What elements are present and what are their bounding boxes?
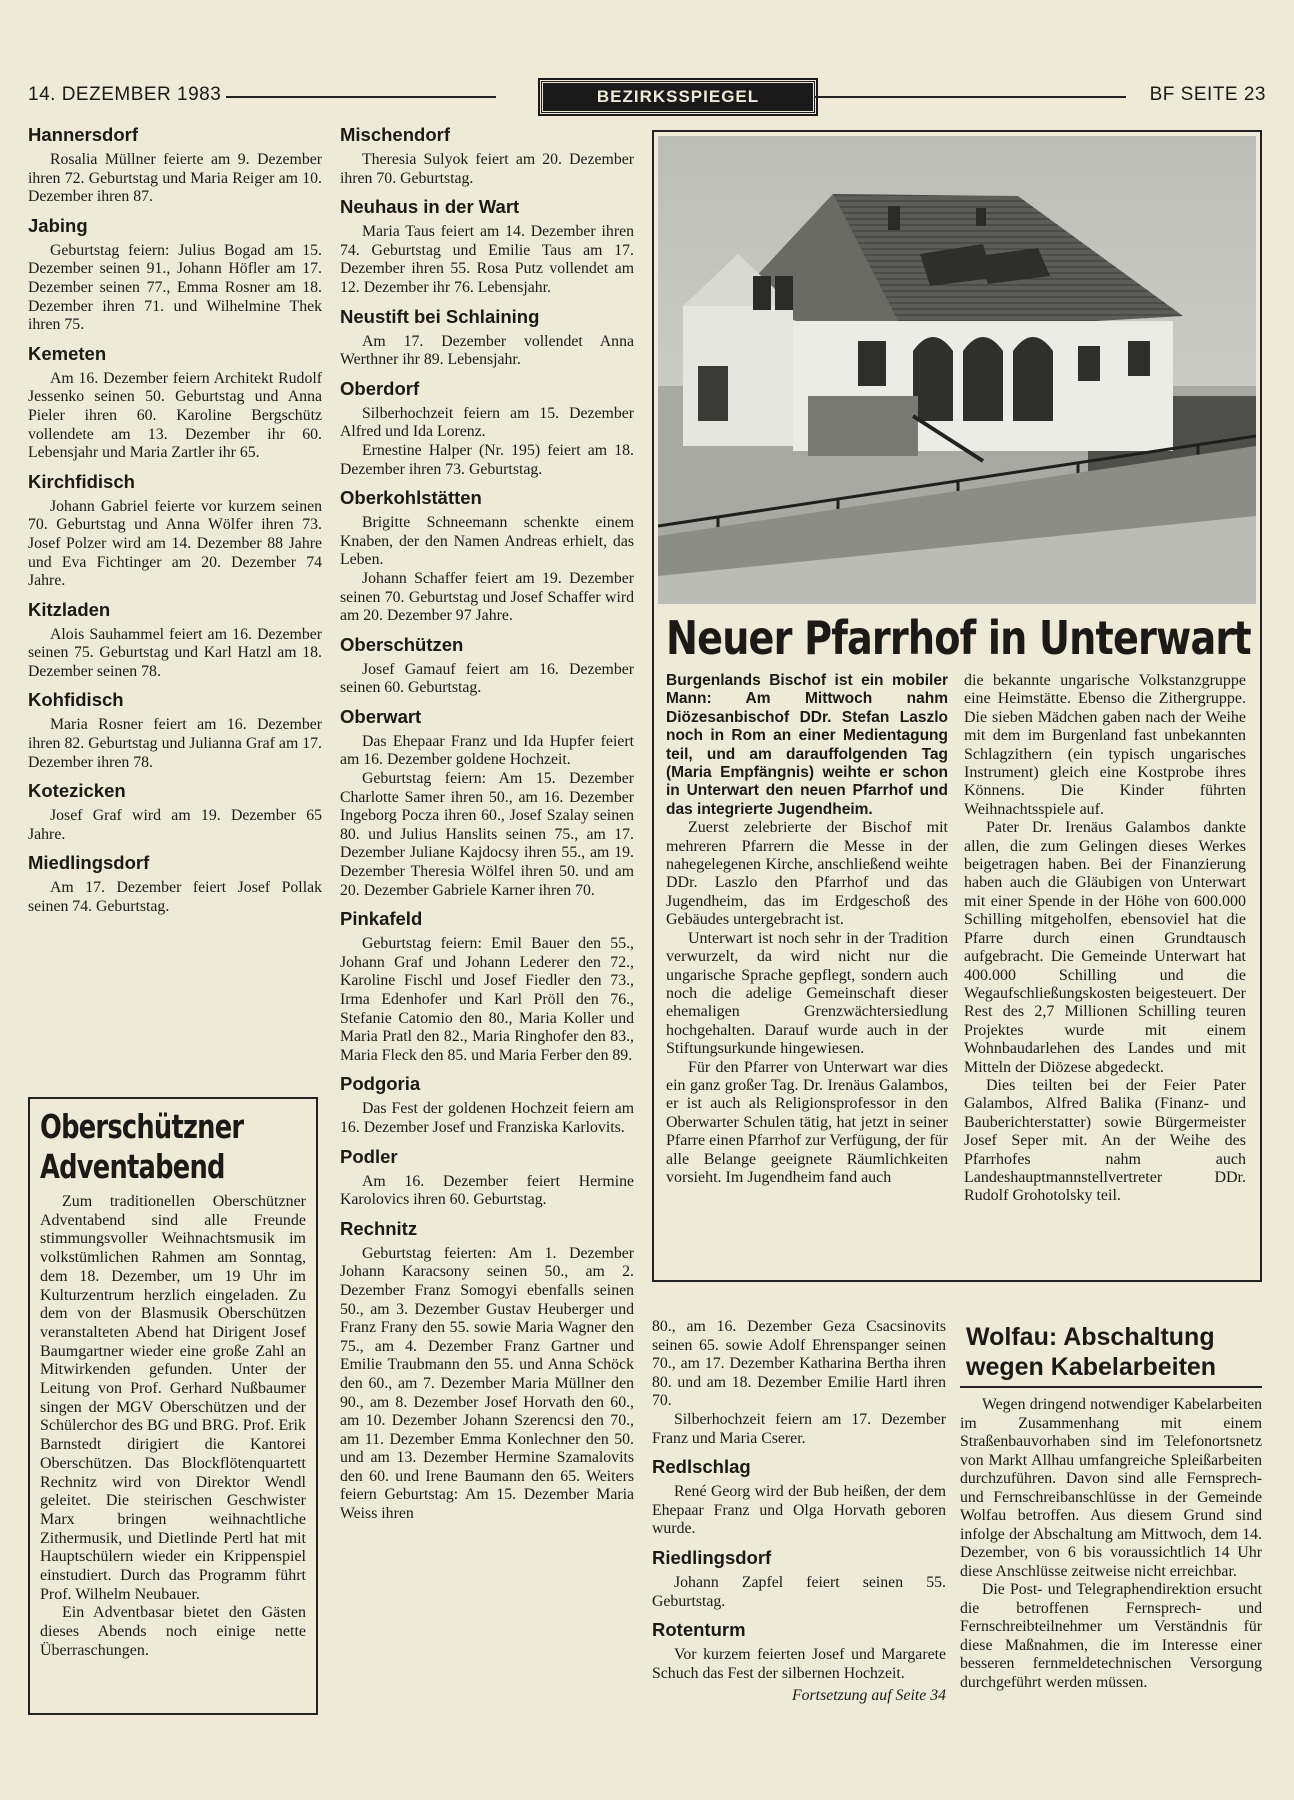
place-text: Ernestine Halper (Nr. 195) feiert am 18. Dezember ihren 73. Geburtstag. bbox=[340, 441, 634, 478]
place-heading: Redlschlag bbox=[652, 1456, 751, 1478]
birthday-column-3 bbox=[652, 1318, 946, 1706]
place-text: Maria Rosner feiert am 16. Dezember ihren 82. Geburtstag und Julianna Graf am 17. Dezember ihren 78. bbox=[28, 716, 322, 771]
article-paragraph: Für den Pfarrer von Unterwart war dies ein ganz großer Tag. Dr. Irenäus Galambos, er ist auch als Religionsprofessor in den Oberwarter Schulen tätig, hat jetzt in seiner Pfarre einen Pfarrhof zur Verfügung, der für alle Belange geeignete Räumlichkeiten vorsieht. Im Jugendheim fand auch bbox=[666, 1058, 948, 1186]
place-text: Rosalia Müllner feierte am 9. Dezember ihren 72. Geburtstag und Maria Reiger am 10. Dezember ihren 87. bbox=[28, 151, 322, 206]
place-text: Theresia Sulyok feiert am 20. Dezember ihren 70. Geburtstag. bbox=[340, 151, 634, 187]
place-heading: Oberschützen bbox=[340, 633, 464, 655]
page-header bbox=[28, 84, 1266, 110]
wolfau-headline: Wolfau: Abschaltung wegen Kabelarbeiten bbox=[966, 1323, 1217, 1381]
wolfau-article bbox=[960, 1318, 1262, 1692]
place-heading: Hannersdorf bbox=[28, 124, 138, 145]
parsonage-photo bbox=[658, 136, 1256, 604]
place-text: Silberhochzeit feiern am 15. Dezember Alfred und Ida Lorenz. bbox=[340, 404, 634, 441]
house-illustration bbox=[658, 136, 1256, 604]
article-lead: Burgenlands Bischof ist ein mobiler Mann: Am Mittwoch nahm Diözesanbischof DDr. Stefan Laszlo noch in Rom an einer Medientagung teil, und am darauffolgenden Tag (Maria Empfängnis) weihte er schon in Unterwart den neuen Pfarrhof und das integrierte Jugendheim. bbox=[666, 672, 948, 818]
place-heading: Oberdorf bbox=[340, 377, 420, 399]
place-text: Geburtstag feiern: Julius Bogad am 15. Dezember seinen 91., Johann Höfler am 17. Dezember seinen 77., Emma Rosner am 18. Dezember ihren 71. und Wilhelmine Thek ihren 75. bbox=[28, 241, 322, 334]
place-text: Silberhochzeit feiern am 17. Dezember Franz und Maria Cserer. bbox=[652, 1410, 946, 1447]
article-headline: Neuer Pfarrhof in Unterwart bbox=[666, 611, 1251, 665]
place-text: Am 17. Dezember feiert Josef Pollak seinen 74. Geburtstag. bbox=[28, 879, 322, 916]
header-rule-left bbox=[226, 96, 496, 98]
wolfau-paragraph: Wegen dringend notwendiger Kabelarbeiten im Zusammenhang mit einem Straßenbauvorhaben sind im Telefonortsnetz von Markt Allhau umfangreiche Spleißarbeiten durchzuführen. Davon sind alle Fernsprech- und Fernschreibanschlüsse in der Gemeinde Wolfau betroffen. Aus diesem Grund sind infolge der Abschaltung am Mittwoch, dem 14. Dezember, von 6 bis voraussichtlich 14 Uhr diese Anschlüsse zeitweise nicht erreichbar. bbox=[960, 1396, 1262, 1580]
place-text: René Georg wird der Bub heißen, der dem Ehepaar Franz und Olga Horvath geboren wurde. bbox=[652, 1483, 946, 1538]
place-text: Geburtstag feiern: Emil Bauer den 55., Johann Graf und Johann Lederer den 72., Karoline Fischl und Josef Fiedler den 73., Irma Edenhofer und Karl Pröll den 76., Stefanie Catomio den 80., Maria Koller und Maria Pratl den 82., Maria Ringhofer den 83., Maria Fleck den 85. und Maria Ferber den 89. bbox=[340, 935, 634, 1064]
place-text: Geburtstag feiern: Am 15. Dezember Charlotte Samer ihren 50., am 16. Dezember Ingeborg Pocza ihren 60., Josef Szalay seinen 80. und Julius Hanslits seinen 75., am 17. Dezember Juliane Kajdocsy ihren 55., am 19. Dezember Theresia Wölfel ihren 50. und am 20. Dezember Gabriele Karner ihren 70. bbox=[340, 770, 634, 899]
place-text: Johann Schaffer feiert am 19. Dezember seinen 70. Geburtstag und Josef Schaffer wird am 20. Dezember 97 Jahre. bbox=[340, 569, 634, 625]
continued-note: Fortsetzung auf Seite 34 bbox=[791, 1687, 946, 1705]
place-text: Johann Gabriel feierte vor kurzem seinen 70. Geburtstag und Anna Wölfer ihren 73. Josef Polzer wird am 14. Dezember 88 Jahre und Eva Fichtinger am 20. Dezember 74 Jahre. bbox=[28, 497, 322, 590]
place-heading: Oberwart bbox=[340, 705, 422, 727]
place-heading: Kemeten bbox=[28, 342, 107, 364]
advent-text: Ein Adventbasar bietet den Gästen dieses Abends noch einige nette Überraschungen. bbox=[40, 1604, 306, 1659]
place-heading: Kirchfidisch bbox=[28, 470, 135, 492]
place-text: Vor kurzem feierten Josef und Margarete Schuch das Fest der silbernen Hochzeit. bbox=[652, 1646, 946, 1682]
birthday-column-1 bbox=[28, 122, 322, 917]
birthday-column-2 bbox=[340, 122, 634, 1524]
article-paragraph: Zuerst zelebrierte der Bischof mit mehreren Pfarrern die Messe in der nahegelegenen Kirche, anschließend weihte DDr. Laszlo den Pfarrhof und das Jugendheim, das im Erdgeschoß des Gebäudes untergebracht ist. bbox=[666, 819, 948, 929]
place-text: Am 16. Dezember feiern Architekt Rudolf Jessenko seinen 50. Geburtstag und Anna Pieler ihren 60. Karoline Bergschütz vollendete am 13. Dezember ihr 60. Lebensjahr und Maria Zartler ihr 65. bbox=[28, 369, 322, 462]
main-article bbox=[652, 130, 1262, 1282]
place-text: Josef Graf wird am 19. Dezember 65 Jahre. bbox=[28, 807, 322, 843]
article-paragraph: Dies teilten bei der Feier Pater Galambos, Alfred Balika (Finanz- und Bauberichterstatter) sowie Bürgermeister Josef Seper mit. An der Weihe des Pfarrhofes nahm auch Landeshauptmannstellvertreter DDr. Rudolf Grohotolsky teil. bbox=[964, 1076, 1246, 1205]
place-heading: Kotezicken bbox=[28, 780, 126, 802]
place-heading: Oberkohlstätten bbox=[340, 487, 482, 509]
place-heading: Neustift bei Schlaining bbox=[340, 305, 540, 327]
place-heading: Rechnitz bbox=[340, 1217, 418, 1239]
place-heading: Riedlingsdorf bbox=[652, 1546, 772, 1568]
header-rule-right bbox=[814, 96, 1126, 98]
article-column-1 bbox=[666, 672, 948, 1187]
place-heading: Neuhaus in der Wart bbox=[340, 196, 520, 218]
place-text: Das Fest der goldenen Hochzeit feiern am 16. Dezember Josef und Franziska Karlovits. bbox=[340, 1100, 634, 1136]
place-text: Maria Taus feiert am 14. Dezember ihren 74. Geburtstag und Emilie Taus am 17. Dezember ihren 55. Rosa Putz vollendet am 12. Dezember ihr 76. Lebensjahr. bbox=[340, 223, 634, 296]
place-text: Josef Gamauf feiert am 16. Dezember seinen 60. Geburtstag. bbox=[340, 660, 634, 697]
place-text: Am 16. Dezember feiert Hermine Karolovics ihren 60. Geburtstag. bbox=[340, 1172, 634, 1209]
article-paragraph: Pater Dr. Irenäus Galambos dankte allen, die zum Gelingen dieses Werkes beigetragen haben. Bei der Finanzierung haben auch die Gläubigen von Unterwart mit einer Spende in der Höhe von 600.000 Schilling mitgeholfen, ebensoviel hat die Pfarre durch einen Grundtausch aufgebracht. Die Gemeinde Unterwart hat 400.000 Schilling und die Wegaufschließungskosten beigesteuert. Der Rest des 2,7 Millionen Schilling teuren Projektes wurde mit einem Wohnbaudarlehen des Landes und mit Mitteln der Diözese abgedeckt. bbox=[964, 819, 1246, 1076]
place-heading: Kitzladen bbox=[28, 598, 111, 620]
place-heading: Miedlingsdorf bbox=[28, 852, 150, 874]
place-text: Brigitte Schneemann schenkte einem Knaben, der den Namen Andreas erhielt, das Leben. bbox=[340, 514, 634, 569]
article-paragraph: die bekannte ungarische Volkstanzgruppe eine Heimstätte. Ebenso die Zithergruppe. Die sieben Mädchen gaben nach der Weihe mit dem im Burgenland fast unbekannten Schlagzithern (ein typisch ungarisches Instrument) gleich eine Kostprobe ihres Könnens. Die Kinder führten Weihnachtsspiele auf. bbox=[964, 672, 1246, 818]
issue-date: 14. DEZEMBER 1983 bbox=[28, 84, 222, 105]
advent-text: Zum traditionellen Oberschützner Adventabend sind alle Freunde stimmungsvoller Weihnachtsmusik im volkstümlichen Rahmen am Sonntag, dem 18. Dezember, um 19 Uhr im Kulturzentrum herzlich eingeladen. Zu dem von der Blasmusik Oberschützen veranstalteten Abend hat Dirigent Josef Baumgartner wieder eine große Zahl an Mitwirkenden gefunden. Unter der Leitung von Prof. Gerhard Nußbaumer singen der MGV Oberschützen und der Schülerchor des BG und BRG. Prof. Erik Barnstedt dirigiert die Kantorei Oberschützen. Das Blockflötenquartett Rechnitz wird von Direktor Wendl geleitet. Die steirischen Geschwister Marx bringen weihnachtliche Zithermusik, und Dietlinde Pertl hat mit Hauptschülern wieder ein Krippenspiel einstudiert. Durch das Programm führt Prof. Wilhelm Neubauer. bbox=[40, 1193, 306, 1603]
advent-box bbox=[28, 1097, 318, 1715]
wolfau-paragraph: Die Post- und Telegraphendirektion ersucht die betroffenen Fernsprech- und Fernschreibteilnehmer um Verständnis für diese Maßnahmen, die im Interesse einer besseren fernmeldetechnischen Versorgung durchgeführt werden müssen. bbox=[960, 1581, 1262, 1691]
place-text: Am 17. Dezember vollendet Anna Werthner ihr 89. Lebensjahr. bbox=[340, 332, 634, 369]
place-heading: Jabing bbox=[28, 214, 88, 236]
place-text: 80., am 16. Dezember Geza Csacsinovits seinen 65. sowie Adolf Ehrenspanger seinen 70., am 17. Dezember Katharina Bertha ihren 80. und am 18. Dezember Emilie Hartl ihren 70. bbox=[652, 1318, 946, 1410]
place-heading: Mischendorf bbox=[340, 124, 450, 145]
section-label: BEZIRKSSPIEGEL bbox=[540, 80, 816, 114]
place-heading: Podgoria bbox=[340, 1073, 421, 1095]
article-paragraph: Unterwart ist noch sehr in der Tradition verwurzelt, da wird nicht nur die ungarische Sprache gepflegt, sondern auch noch die adelige Gemeinschaft dieser ehemaligen Grenzwächtersiedlung hochgehalten. Darauf wurde auch in der Stiftungsurkunde hingewiesen. bbox=[666, 929, 948, 1058]
article-column-2 bbox=[964, 672, 1246, 1206]
place-heading: Kohfidisch bbox=[28, 689, 124, 711]
headline-rule bbox=[960, 1386, 1262, 1388]
page-number: BF SEITE 23 bbox=[1149, 84, 1266, 105]
place-heading: Rotenturm bbox=[652, 1619, 746, 1641]
place-text: Alois Sauhammel feiert am 16. Dezember seinen 75. Geburtstag und Karl Hatzl am 18. Dezember seinen 78. bbox=[28, 625, 322, 680]
place-heading: Pinkafeld bbox=[340, 908, 423, 930]
place-text: Das Ehepaar Franz und Ida Hupfer feiert am 16. Dezember goldene Hochzeit. bbox=[340, 732, 634, 769]
place-heading: Podler bbox=[340, 1145, 398, 1167]
place-text: Johann Zapfel feiert seinen 55. Geburtstag. bbox=[652, 1573, 946, 1610]
advent-title: Oberschützner Adventabend bbox=[40, 1107, 244, 1186]
place-text: Geburtstag feierten: Am 1. Dezember Johann Karacsony seinen 50., am 2. Dezember Franz Somogyi ebenfalls seinen 50., am 3. Dezember Gustav Heuberger und Franz Frany den 55. sowie Maria Wagner den 75., am 4. Dezember Franz Gartner und Emilie Traubmann den 55. und Anna Schöck den 60., am 7. Dezember Maria Müllner den 90., am 8. Dezember Josef Horvath den 60., am 10. Dezember Johann Szerencsi den 70., am 11. Dezember Emma Konlechner den 50. und am 13. Dezember Hermine Szamalovits den 60. und Irene Baumann den 65. Weiters feiern Geburtstag: Am 15. Dezember Maria Weiss ihren bbox=[340, 1244, 634, 1523]
